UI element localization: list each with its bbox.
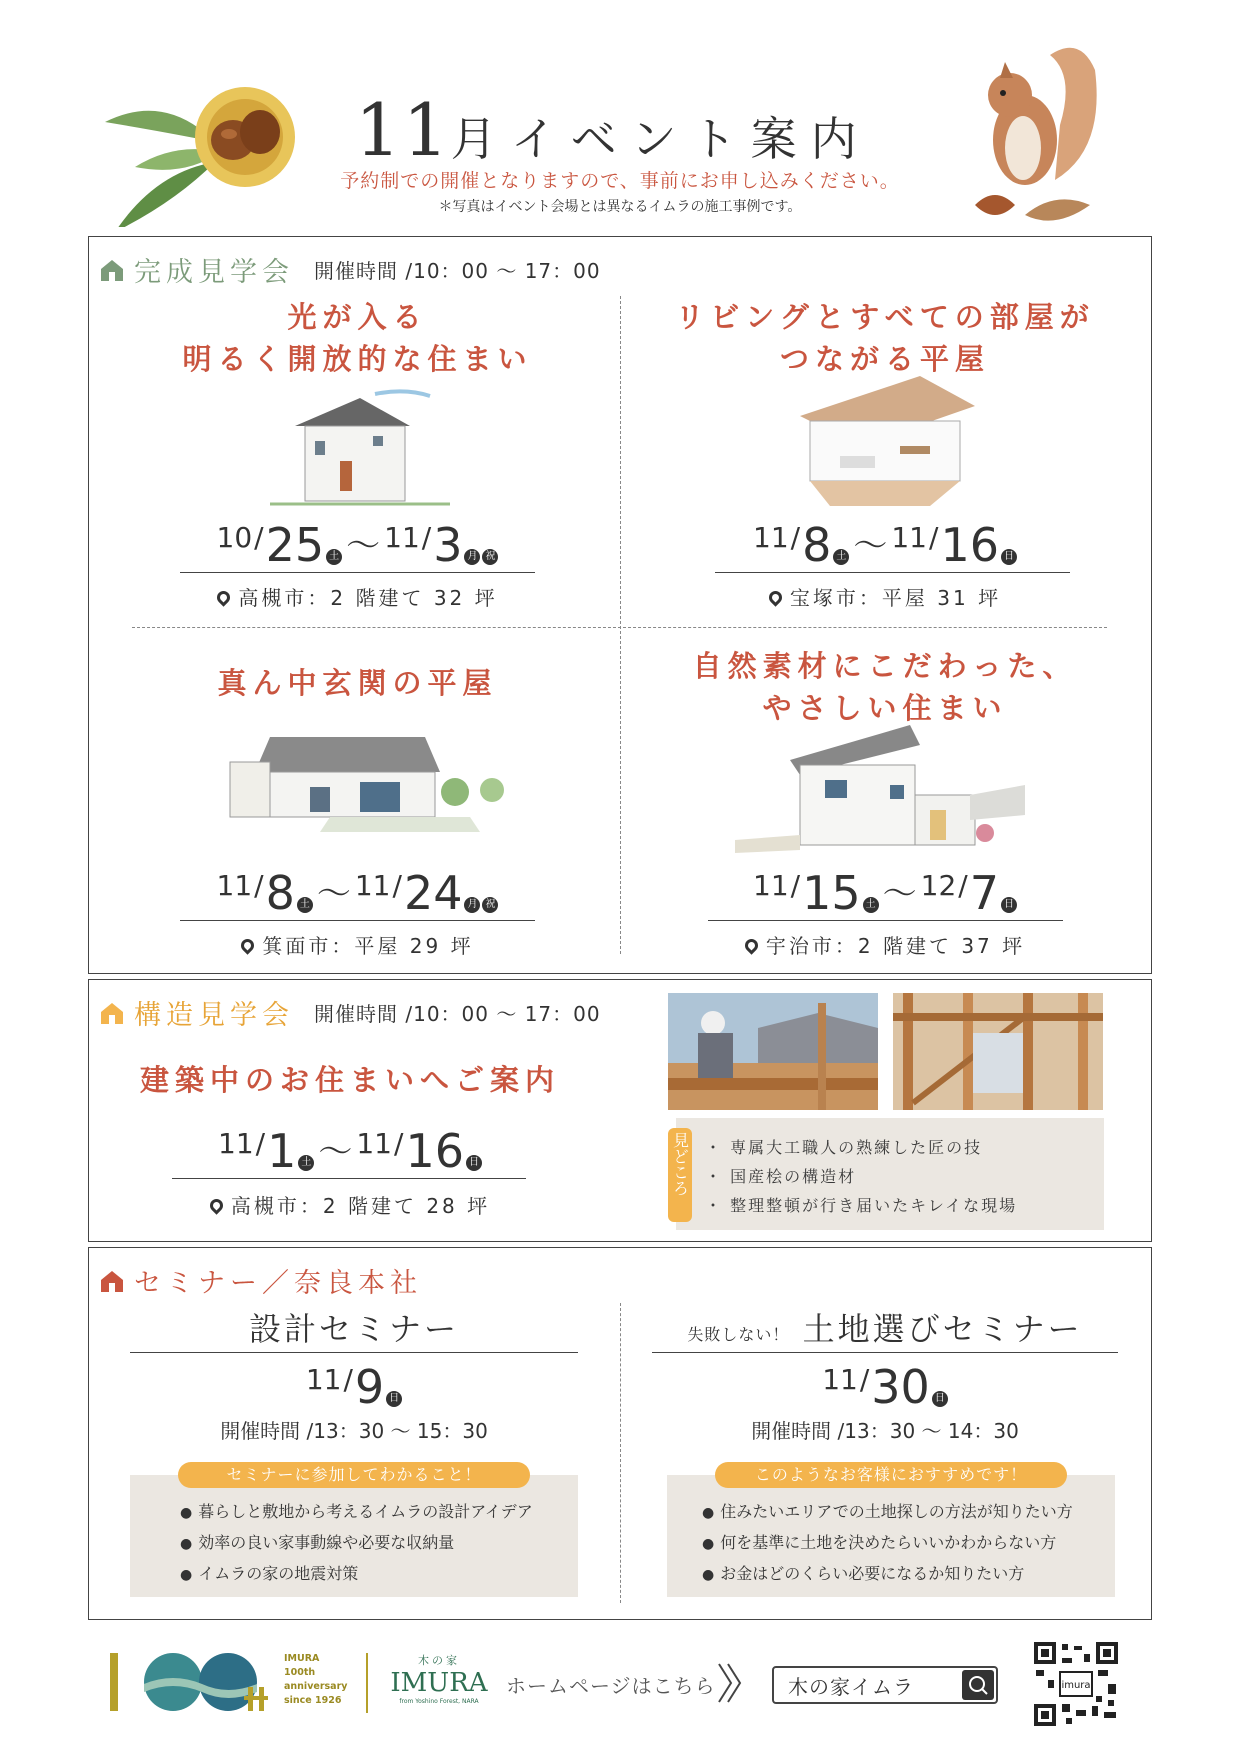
date-underline xyxy=(172,1178,526,1179)
date-slash: / xyxy=(255,1127,266,1160)
completion-tour-label: 完成見学会 xyxy=(134,257,294,288)
date-slash: / xyxy=(421,521,432,554)
search-button[interactable] xyxy=(962,1670,994,1700)
highlights-label xyxy=(668,1128,692,1222)
seminar-title-text: 土地選びセミナー xyxy=(802,1310,1083,1348)
weekday-badge: 日 xyxy=(1001,897,1017,913)
date-underline xyxy=(180,920,535,921)
footer-divider xyxy=(366,1653,368,1713)
structure-dates xyxy=(100,1124,600,1178)
structure-tour-hours: 開催時間 /10：00 〜 17：00 xyxy=(314,1002,601,1026)
event-headline: やさしい住まい xyxy=(762,691,1008,725)
weekday-badge: 日 xyxy=(932,1391,948,1407)
start-month: 11 xyxy=(753,521,789,554)
event-location xyxy=(120,930,595,959)
location-text: 高槻市：2 階建て 32 坪 xyxy=(238,586,498,610)
seminar-title xyxy=(652,1304,1118,1350)
bullet-item: ● イムラの家の地震対策 xyxy=(180,1559,533,1590)
event-dates xyxy=(640,866,1130,920)
end-month: 11 xyxy=(891,521,927,554)
end-month: 11 xyxy=(354,869,391,902)
homepage-link-text: ホームページはこちら xyxy=(506,1674,716,1698)
date-tilde: 〜 xyxy=(882,874,917,914)
end-month: 11 xyxy=(356,1127,392,1160)
weekday-badge: 土 xyxy=(297,897,313,913)
end-day: 16 xyxy=(405,1124,464,1178)
location-pin-icon xyxy=(742,936,760,954)
vertical-divider xyxy=(620,1303,621,1603)
date-tilde: 〜 xyxy=(316,874,351,914)
highlight-item: ・ 整理整頓が行き届いたキレイな現場 xyxy=(705,1196,1018,1215)
weekday-badge: 日 xyxy=(466,1155,482,1171)
date-tilde: 〜 xyxy=(346,526,381,566)
weekday-badge: 日 xyxy=(386,1391,402,1407)
location-pin-icon xyxy=(239,936,257,954)
end-day: 7 xyxy=(969,866,999,920)
carpenter-photo xyxy=(668,993,878,1110)
start-month: 10 xyxy=(216,521,253,554)
brand-small: 木の家 xyxy=(418,1654,460,1667)
date-slash: / xyxy=(392,869,402,902)
highlights-label-text: 見どころ xyxy=(670,1132,690,1196)
house-illustration xyxy=(730,725,1030,855)
vertical-divider xyxy=(620,296,621,954)
event-headline: リビングとすべての部屋が xyxy=(675,300,1095,334)
seminar-title xyxy=(130,1304,578,1350)
qr-center-label: imura xyxy=(1061,1680,1091,1691)
bullet-item: ● 住みたいエリアでの土地探しの方法が知りたい方 xyxy=(702,1497,1073,1528)
location-text: 高槻市：2 階建て 28 坪 xyxy=(230,1194,491,1218)
house-icon xyxy=(100,1270,124,1292)
seminar-points-list xyxy=(180,1497,533,1590)
bullet-item: ● お金はどのくらい必要になるか知りたい方 xyxy=(702,1559,1073,1590)
search-icon xyxy=(962,1670,994,1700)
bullet-item: ● 何を基準に土地を決めたらいいかわからない方 xyxy=(702,1528,1073,1559)
weekday-badge: 月 xyxy=(464,549,480,565)
location-text: 箕面市：平屋 29 坪 xyxy=(262,934,474,958)
event-location xyxy=(120,582,595,611)
start-day: 8 xyxy=(802,518,832,572)
date-slash: / xyxy=(254,869,264,902)
highlight-item: ・ 国産桧の構造材 xyxy=(705,1167,857,1186)
event-location xyxy=(640,582,1130,611)
bullet-item: ● 効率の良い家事動線や必要な収納量 xyxy=(180,1528,533,1559)
brand-sub: from Yoshino Forest, NARA xyxy=(399,1698,479,1705)
event-dates xyxy=(120,866,595,920)
event-headline: 光が入る xyxy=(287,300,428,334)
date-slash: / xyxy=(859,1363,870,1396)
seminar-hours: 開催時間 /13：30 〜 15：30 xyxy=(220,1419,488,1443)
date-underline xyxy=(715,572,1070,573)
imura-logo xyxy=(384,1652,494,1705)
framing-photo xyxy=(893,993,1103,1110)
seminar-title-prefix: 失敗しない！ xyxy=(687,1325,790,1344)
date-slash: / xyxy=(254,521,264,554)
date-slash: / xyxy=(958,869,968,902)
seminar-hours: 開催時間 /13：30 〜 14：30 xyxy=(751,1419,1019,1443)
event-card xyxy=(120,662,595,862)
start-day: 8 xyxy=(265,866,295,920)
photo-note: ＊写真はイベント会場とは異なるイムラの施工事例です。 xyxy=(438,199,802,215)
event-dates xyxy=(120,518,595,572)
anniversary-logo-bar xyxy=(110,1653,118,1711)
date-tilde: 〜 xyxy=(853,526,888,566)
weekday-badge: 土 xyxy=(326,549,342,565)
search-input[interactable]: 木の家イムラ xyxy=(788,1675,914,1699)
start-day: 15 xyxy=(802,866,861,920)
anniversary-line: anniversary xyxy=(284,1681,348,1692)
bullet-item: ● 暮らしと敷地から考えるイムラの設計アイデア xyxy=(180,1497,533,1528)
end-month: 11 xyxy=(384,521,420,554)
highlights-list xyxy=(705,1133,1017,1220)
event-card xyxy=(640,645,1130,865)
event-headline: 自然素材にこだわった、 xyxy=(692,649,1078,683)
house-icon xyxy=(100,1002,124,1024)
weekday-badge: 月 xyxy=(464,897,480,913)
weekday-badge: 土 xyxy=(863,897,879,913)
holiday-badge: 祝 xyxy=(482,549,498,565)
event-headline: 真ん中玄関の平屋 xyxy=(217,666,498,700)
end-day: 24 xyxy=(403,866,463,920)
date-slash: / xyxy=(929,521,939,554)
date-slash: / xyxy=(790,521,801,554)
anniversary-line: since 1926 xyxy=(284,1695,342,1706)
end-month: 12 xyxy=(920,869,957,902)
end-day: 16 xyxy=(940,518,999,572)
location-text: 宇治市：2 階建て 37 坪 xyxy=(765,934,1026,958)
event-headline: 明るく開放的な住まい xyxy=(182,342,533,376)
start-day: 25 xyxy=(265,518,325,572)
structure-headline: 建築中のお住まいへご案内 xyxy=(139,1063,560,1097)
anniversary-text xyxy=(284,1652,347,1708)
reservation-notice: 予約制での開催となりますので、事前にお申し込みください。 xyxy=(340,170,900,192)
day: 30 xyxy=(871,1360,930,1414)
weekday-badge: 日 xyxy=(1001,549,1017,565)
weekday-badge: 土 xyxy=(833,549,849,565)
date-underline xyxy=(180,572,535,573)
date-slash: / xyxy=(343,1363,353,1396)
location-text: 宝塚市：平屋 31 坪 xyxy=(789,586,1002,610)
seminar-date xyxy=(652,1360,1118,1414)
date-tilde: 〜 xyxy=(318,1132,353,1172)
structure-tour-label: 構造見学会 xyxy=(134,1000,294,1031)
page-title xyxy=(355,88,871,172)
weekday-badge: 土 xyxy=(298,1155,314,1171)
month: 11 xyxy=(305,1363,342,1396)
location-pin-icon xyxy=(766,588,784,606)
structure-location xyxy=(100,1190,600,1219)
event-headline: つながる平屋 xyxy=(779,342,990,376)
day: 9 xyxy=(354,1360,385,1414)
seminar-header xyxy=(100,1261,422,1300)
house-illustration xyxy=(265,386,455,511)
bungalow-illustration xyxy=(200,732,520,837)
anniversary-line: 100th xyxy=(284,1667,316,1678)
title-number: 11 xyxy=(355,88,451,172)
seminar-points-pill: このようなお客様におすすめです！ xyxy=(715,1462,1067,1488)
start-month: 11 xyxy=(753,869,789,902)
date-slash: / xyxy=(790,869,801,902)
start-day: 1 xyxy=(267,1124,297,1178)
date-underline xyxy=(708,920,1063,921)
homepage-link[interactable] xyxy=(506,1670,716,1699)
highlight-item: ・ 専属大工職人の熟練した匠の技 xyxy=(705,1138,983,1157)
structure-tour-header xyxy=(100,993,601,1032)
holiday-badge: 祝 xyxy=(482,897,498,913)
interior-illustration xyxy=(790,376,980,511)
date-slash: / xyxy=(394,1127,404,1160)
event-dates xyxy=(640,518,1130,572)
anniversary-line: IMURA xyxy=(284,1653,320,1664)
location-pin-icon xyxy=(215,588,233,606)
title-underline xyxy=(652,1352,1118,1353)
event-location xyxy=(640,930,1130,959)
start-month: 11 xyxy=(216,869,253,902)
title-underline xyxy=(130,1352,578,1353)
month: 11 xyxy=(822,1363,858,1396)
house-icon xyxy=(100,259,124,281)
completion-tour-header xyxy=(100,250,601,289)
start-month: 11 xyxy=(218,1127,254,1160)
seminar-date xyxy=(130,1360,578,1414)
seminar-label: セミナー／奈良本社 xyxy=(134,1268,422,1299)
horizontal-divider xyxy=(132,627,1107,628)
completion-tour-hours: 開催時間 /10：00 〜 17：00 xyxy=(314,259,601,283)
qr-code[interactable] xyxy=(1032,1640,1120,1728)
title-text: 月イベント案内 xyxy=(450,112,871,166)
brand-name: IMURA xyxy=(390,1668,488,1698)
seminar-points-pill: セミナーに参加してわかること！ xyxy=(178,1462,530,1488)
location-pin-icon xyxy=(207,1196,225,1214)
seminar-points-list xyxy=(702,1497,1073,1590)
anniversary-100-logo xyxy=(128,1652,273,1712)
seminar-title-text: 設計セミナー xyxy=(248,1310,459,1348)
double-chevron-right-icon xyxy=(716,1661,744,1705)
end-day: 3 xyxy=(433,518,463,572)
